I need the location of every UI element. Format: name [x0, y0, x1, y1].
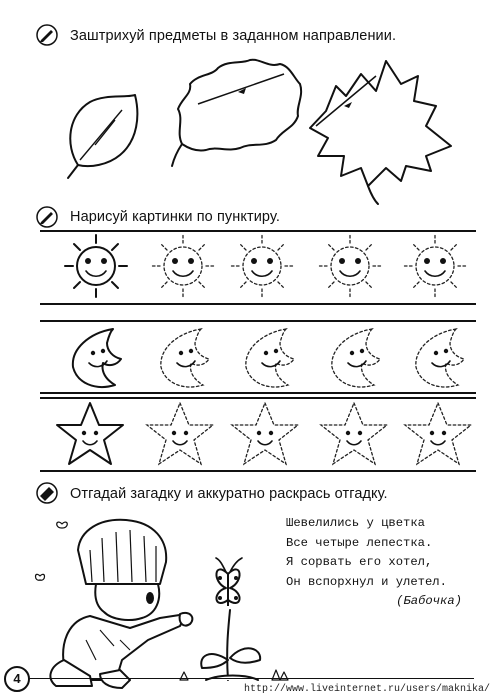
task-2-title: Нарисуй картинки по пунктиру.	[70, 209, 280, 225]
riddle-answer: (Бабочка)	[396, 594, 462, 609]
riddle-line: Все четыре лепестка.	[286, 535, 433, 550]
dotted-sun-illustration	[152, 235, 214, 297]
dotted-moon-illustration	[332, 329, 380, 387]
dotted-moon-illustration	[246, 329, 294, 387]
dotted-star-illustration	[321, 403, 387, 464]
riddle-line: Шевелились у цветка	[286, 516, 425, 530]
bottom-rule	[26, 678, 474, 679]
row-rule	[40, 392, 476, 394]
dotted-moon-illustration	[416, 329, 464, 387]
crayon-icon	[36, 482, 58, 504]
page-number: 4	[4, 666, 30, 692]
dotted-sun-illustration	[404, 235, 466, 297]
row-rule	[40, 303, 476, 305]
star-illustration	[57, 403, 123, 464]
pencil-icon	[36, 24, 58, 46]
sun-illustration	[65, 235, 127, 297]
row-rule	[40, 470, 476, 472]
star-row	[40, 399, 476, 469]
dotted-star-illustration	[232, 403, 298, 464]
moon-row	[40, 322, 476, 392]
task-1-title: Заштрихуй предметы в заданном направлении.	[70, 28, 397, 44]
watermark-url: http://www.liveinternet.ru/users/maknika/	[243, 684, 490, 695]
dotted-sun-illustration	[319, 235, 381, 297]
dotted-sun-illustration	[231, 235, 293, 297]
riddle-line: Я сорвать его хотел,	[286, 555, 433, 570]
riddle-text	[286, 514, 476, 612]
boy-with-butterfly-illustration	[30, 510, 300, 690]
task-3-title: Отгадай загадку и аккуратно раскрась отгадку.	[70, 486, 388, 502]
dotted-star-illustration	[147, 403, 213, 464]
dotted-moon-illustration	[161, 329, 209, 387]
moon-illustration	[73, 329, 121, 387]
sun-row	[40, 232, 476, 302]
riddle-line: Он вспорхнул и улетел.	[286, 574, 447, 589]
pencil-icon	[36, 206, 58, 228]
maple-leaf-illustration	[306, 56, 456, 206]
oak-leaf-illustration	[168, 54, 308, 169]
birch-leaf-illustration	[60, 90, 145, 180]
dotted-star-illustration	[405, 403, 471, 464]
